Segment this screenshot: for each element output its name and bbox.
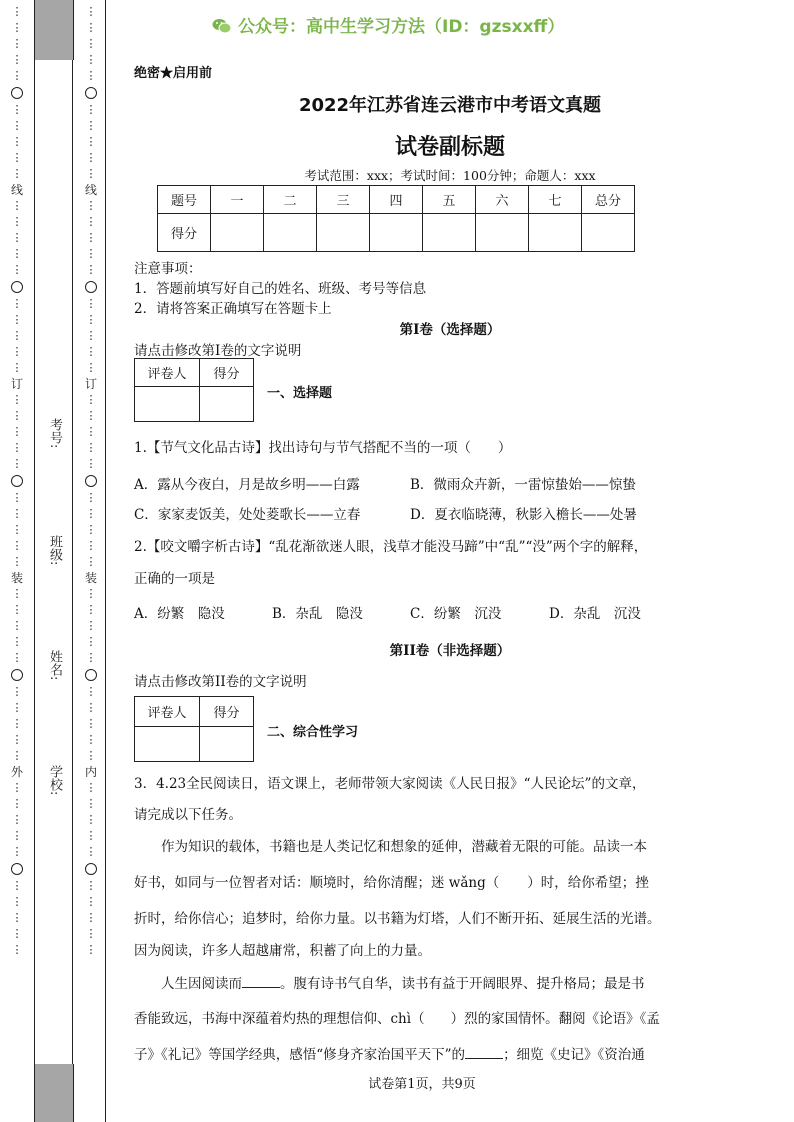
passage-line: 因为阅读，许多人超越庸常，积蓄了向上的力量。: [134, 943, 431, 959]
margin-char: 线: [84, 183, 97, 197]
passage-line: [134, 871, 649, 891]
passage-text: ）时，给你希望；挫: [527, 875, 649, 891]
note-item: 2．请将答案正确填写在答题卡上: [134, 301, 332, 317]
question-1-option-c[interactable]: C．家家麦饭美，处处菱歌长——立春: [134, 507, 361, 523]
passage-text: ；细览《史记》《资治通: [503, 1047, 645, 1063]
question-2-option-b[interactable]: B．杂乱 隐没: [272, 606, 363, 622]
ring-mark: [11, 863, 23, 875]
grader-cell[interactable]: [135, 387, 200, 422]
score-cell[interactable]: [476, 214, 529, 252]
score-cell[interactable]: [211, 214, 264, 252]
page-subtitle: 试卷副标题: [394, 134, 505, 160]
margin-char: 外: [10, 765, 23, 779]
table-cell: 六: [476, 186, 529, 214]
score-table: [157, 185, 635, 252]
score-table-header-row: [158, 186, 635, 214]
passage-text: 人生因阅读而: [161, 976, 242, 992]
part2-title: 第II卷（非选择题）: [389, 643, 511, 659]
question-2-stem-cont: 正确的一项是: [134, 571, 215, 587]
grader-header-row: [135, 359, 254, 387]
part2-description[interactable]: 请点击修改第II卷的文字说明: [134, 674, 307, 690]
grader-cell[interactable]: [200, 387, 254, 422]
secret-mark: 绝密★启用前: [134, 66, 213, 81]
table-cell: 得分: [158, 214, 211, 252]
table-cell: 五: [423, 186, 476, 214]
table-cell: 总分: [582, 186, 635, 214]
part1-grader-table: [134, 358, 254, 422]
exam-number-label: 考号:: [47, 418, 62, 449]
table-cell: 四: [370, 186, 423, 214]
table-cell: 题号: [158, 186, 211, 214]
ring-mark: [85, 281, 97, 293]
margin-char: 订: [10, 377, 23, 391]
question-3-stem-cont: 请完成以下任务。: [134, 807, 242, 823]
margin-char: 装: [84, 571, 97, 585]
margin-char: 订: [84, 377, 97, 391]
ring-mark: [85, 475, 97, 487]
part1-title: 第I卷（选择题）: [399, 322, 501, 338]
question-2-option-c[interactable]: C．纷繁 沉没: [410, 606, 502, 622]
question-2-option-d[interactable]: D．杂乱 沉没: [549, 606, 641, 622]
passage-line: 作为知识的载体，书籍也是人类记忆和想象的延伸，潜藏着无限的可能。品读一本: [161, 839, 647, 855]
question-1-stem: 1.【节气文化品古诗】找出诗句与节气搭配不当的一项（ ）: [134, 440, 512, 456]
question-2-stem: 2.【咬文嚼字析古诗】“乱花渐欲迷人眼，浅草才能没马蹄”中“乱”“没”两个字的解释，: [134, 539, 648, 555]
grader-input-row: [135, 387, 254, 422]
margin-char: 内: [84, 765, 97, 779]
outer-dotted-column: ⋮ ⋮ ⋮ ⋮ ⋮ ⋮ ⋮ ⋮ ⋮ ⋮ 线 ⋮ ⋮ ⋮ ⋮ ⋮ ⋮ ⋮ ⋮ ⋮ ⋮ 订 ⋮ ⋮ ⋮ ⋮ ⋮ ⋮ ⋮ ⋮ ⋮ ⋮ 装 ⋮ ⋮ ⋮ ⋮ ⋮ ⋮ ⋮ ⋮ ⋮ ⋮ 外 ⋮ ⋮ ⋮ ⋮ ⋮ ⋮ ⋮ ⋮ ⋮ ⋮: [6, 4, 28, 958]
score-cell[interactable]: [529, 214, 582, 252]
score-cell[interactable]: [423, 214, 476, 252]
table-cell: 二: [264, 186, 317, 214]
grader-cell[interactable]: [200, 727, 254, 762]
passage-text: 。腹有诗书气自华，读书有益于开阔眼界、提升格局；最是书: [280, 976, 645, 992]
ring-mark: [85, 863, 97, 875]
passage-line: [134, 1007, 660, 1027]
note-item: 1．答题前填写好自己的姓名、班级、考号等信息: [134, 281, 427, 297]
grader-input-row: [135, 727, 254, 762]
name-label: 姓名:: [47, 650, 62, 681]
ring-mark: [11, 475, 23, 487]
passage-line: [161, 972, 645, 992]
part2-grader-table: [134, 696, 254, 762]
margin-gray-band: [34, 0, 74, 60]
margin-char: 装: [10, 571, 23, 585]
fill-in-blank[interactable]: [242, 975, 280, 988]
part1-description[interactable]: 请点击修改第I卷的文字说明: [134, 343, 302, 359]
passage-text: 香能致远，书海中深蕴着灼热的理想信仰、chì（: [134, 1011, 425, 1027]
table-cell: 七: [529, 186, 582, 214]
grader-label: 评卷人: [135, 697, 200, 727]
score-cell[interactable]: [317, 214, 370, 252]
account-name: 公众号：高中生学习方法（ID：gzsxxff）: [238, 17, 565, 37]
exam-info: 考试范围：xxx；考试时间：100分钟；命题人：xxx: [304, 168, 596, 183]
school-label: 学校:: [47, 765, 62, 796]
question-2-option-a[interactable]: A．纷繁 隐没: [134, 606, 225, 622]
table-cell: 三: [317, 186, 370, 214]
ring-mark: [11, 669, 23, 681]
grader-header-row: [135, 697, 254, 727]
class-label: 班级:: [47, 535, 62, 566]
score-table-score-row: [158, 214, 635, 252]
wechat-icon: [212, 18, 232, 34]
notes-heading: 注意事项：: [134, 261, 202, 277]
fill-in-blank[interactable]: [465, 1046, 503, 1059]
passage-text: ）烈的家国情怀。翻阅《论语》《孟: [450, 1011, 660, 1027]
question-3-stem: 3．4.23全民阅读日，语文课上，老师带领大家阅读《人民日报》“人民论坛”的文章，: [134, 776, 646, 792]
wechat-banner: [212, 12, 564, 37]
passage-text: 好书，如同与一位智者对话：顺境时，给你清醒；迷 wǎng（: [134, 875, 500, 891]
page-footer: 试卷第1页，共9页: [368, 1077, 476, 1092]
grader-cell[interactable]: [135, 727, 200, 762]
grader-label: 得分: [200, 359, 254, 387]
score-cell[interactable]: [370, 214, 423, 252]
ring-mark: [85, 669, 97, 681]
question-1-option-d[interactable]: D．夏衣临晓薄，秋影入檐长——处暑: [410, 507, 637, 523]
question-1-option-a[interactable]: A．露从今夜白，月是故乡明——白露: [134, 477, 360, 493]
table-cell: 一: [211, 186, 264, 214]
margin-char: 线: [10, 183, 23, 197]
question-1-option-b[interactable]: B．微雨众卉新，一雷惊蛰始——惊蛰: [410, 477, 636, 493]
passage-line: [134, 1043, 645, 1063]
section-heading-choice: 一、选择题: [267, 386, 333, 401]
section-heading-comprehensive: 二、综合性学习: [267, 725, 359, 740]
grader-label: 得分: [200, 697, 254, 727]
ring-mark: [11, 281, 23, 293]
page-title: 2022年江苏省连云港市中考语文真题: [298, 95, 602, 116]
score-cell[interactable]: [582, 214, 635, 252]
passage-text: 子》《礼记》等国学经典，感悟“修身齐家治国平天下”的: [134, 1047, 466, 1063]
score-cell[interactable]: [264, 214, 317, 252]
grader-label: 评卷人: [135, 359, 200, 387]
inner-dotted-column: ⋮ ⋮ ⋮ ⋮ ⋮ ⋮ ⋮ ⋮ ⋮ ⋮ 线 ⋮ ⋮ ⋮ ⋮ ⋮ ⋮ ⋮ ⋮ ⋮ ⋮ 订 ⋮ ⋮ ⋮ ⋮ ⋮ ⋮ ⋮ ⋮ ⋮ ⋮ 装 ⋮ ⋮ ⋮ ⋮ ⋮ ⋮ ⋮ ⋮ ⋮ ⋮ 内 ⋮ ⋮ ⋮ ⋮ ⋮ ⋮ ⋮ ⋮ ⋮ ⋮: [80, 4, 102, 958]
passage-line: 折时，给你信心；追梦时，给你力量。以书籍为灯塔，人们不断开拓、延展生活的光谱。: [134, 911, 661, 927]
